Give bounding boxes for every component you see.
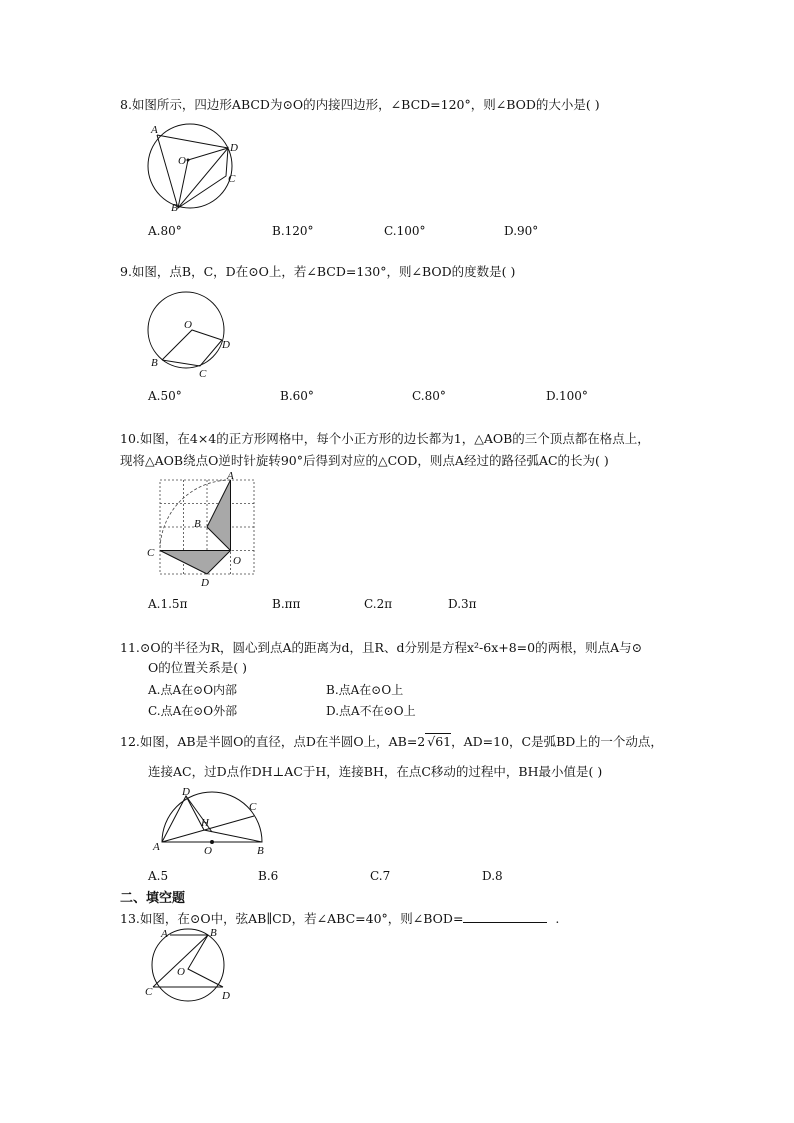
q10-triangle-aob [207, 480, 231, 551]
q8-center-point [187, 159, 190, 162]
q11-option-c: C.点A在⊙O外部 [148, 704, 238, 718]
q12-label-o: O [204, 845, 212, 857]
q13-figure [144, 927, 238, 1007]
q13-answer-blank[interactable] [463, 910, 547, 923]
q10-label-b: B [194, 518, 201, 530]
q9-option-a: A.50° [148, 389, 182, 403]
q12-sqrt-value: 61 [435, 734, 452, 749]
q13-angle-bod [188, 935, 223, 987]
q13-line-bc [153, 935, 208, 987]
q9-angle-bcd [162, 340, 222, 366]
q12-sqrt: √61 [427, 734, 452, 749]
q8-figure [144, 118, 244, 214]
q8-option-a: A.80° [148, 224, 182, 238]
q12-center-point [210, 840, 214, 844]
q9-label-b: B [151, 357, 158, 369]
q8-option-b: B.120° [272, 224, 314, 238]
q12-option-a: A.5 [148, 869, 169, 883]
q12-line1-pre: 12.如图，AB是半圆O的直径，点D在半圆O上，AB=2 [120, 734, 426, 749]
q9-label-d: D [222, 339, 230, 351]
q10-label-c: C [147, 547, 155, 559]
q9-option-b: B.60° [280, 389, 314, 403]
q10-line1: 10.如图，在4×4的正方形网格中，每个小正方形的边长都为1，△AOB的三个顶点都在格点上， [120, 431, 650, 446]
section-title: 二、填空题 [120, 890, 186, 905]
q12-option-c: C.7 [370, 869, 391, 883]
q9-figure [144, 288, 244, 380]
q12-line2: 连接AC，过D点作DH⊥AC于H，连接BH，在点C移动的过程中，BH最小值是( ) [148, 764, 603, 779]
q11-line1: 11.⊙O的半径为R，圆心到点A的距离为d，且R、d分别是方程x²-6x+8=0的两根，则点A与⊙ [120, 640, 643, 655]
q8-label-b: B [171, 202, 178, 214]
q12-option-b: B.6 [258, 869, 279, 883]
q12-label-b: B [257, 845, 264, 857]
q9-label-o: O [184, 319, 192, 331]
q8-option-d: D.90° [504, 224, 539, 238]
q13-label-b: B [210, 927, 217, 939]
q12-figure [150, 784, 272, 860]
q12-line1 [120, 733, 663, 751]
q8-label-o: O [178, 155, 186, 167]
q13-end: . [555, 911, 560, 926]
q10-line2: 现将△AOB绕点O逆时针旋转90°后得到对应的△COD，则点A经过的路径弧AC的长为( ) [120, 453, 609, 468]
q10-triangle-cod [160, 551, 231, 575]
q11-line2: O的位置关系是( ) [148, 660, 247, 675]
q12-label-a: A [153, 841, 160, 853]
q10-figure [144, 470, 260, 590]
q9-angle-bod [162, 330, 222, 360]
q12-label-c: C [249, 801, 257, 813]
q13-text: 13.如图，在⊙O中，弦AB∥CD，若∠ABC=40°，则∠BOD= [120, 911, 464, 926]
q10-option-b: B.ππ [272, 597, 301, 611]
q12-semicircle [162, 792, 262, 842]
q12-option-d: D.8 [482, 869, 503, 883]
q10-option-c: C.2π [364, 597, 393, 611]
q8-label-a: A [151, 124, 158, 136]
q12-label-d: D [182, 786, 190, 798]
q11-option-a: A.点A在⊙O内部 [148, 683, 238, 697]
q13-label-d: D [222, 990, 230, 1002]
q10-label-d: D [201, 577, 209, 589]
q12-label-h: H [201, 817, 209, 829]
q11-option-b: B.点A在⊙O上 [326, 683, 404, 697]
q8-label-c: C [228, 173, 236, 185]
q12-line1-post: ，AD=10，C是弧BD上的一个动点， [451, 734, 663, 749]
q10-label-a: A [227, 470, 234, 482]
q9-option-c: C.80° [412, 389, 446, 403]
q10-option-d: D.3π [448, 597, 477, 611]
q13-label-a: A [161, 928, 168, 940]
q8-circle [148, 124, 232, 208]
q8-text: 8.如图所示，四边形ABCD为⊙O的内接四边形，∠BCD=120°，则∠BOD的大小是( ) [120, 97, 600, 112]
q13-label-c: C [145, 986, 153, 998]
q10-label-o: O [233, 555, 241, 567]
q9-option-d: D.100° [546, 389, 588, 403]
q8-label-d: D [230, 142, 238, 154]
q11-option-d: D.点A不在⊙O上 [326, 704, 416, 718]
q9-text: 9.如图，点B，C，D在⊙O上，若∠BCD=130°，则∠BOD的度数是( ) [120, 264, 516, 279]
q13-text-line [120, 910, 559, 928]
q8-option-c: C.100° [384, 224, 426, 238]
q13-label-o: O [177, 966, 185, 978]
q10-option-a: A.1.5π [148, 597, 188, 611]
q9-label-c: C [199, 368, 207, 380]
